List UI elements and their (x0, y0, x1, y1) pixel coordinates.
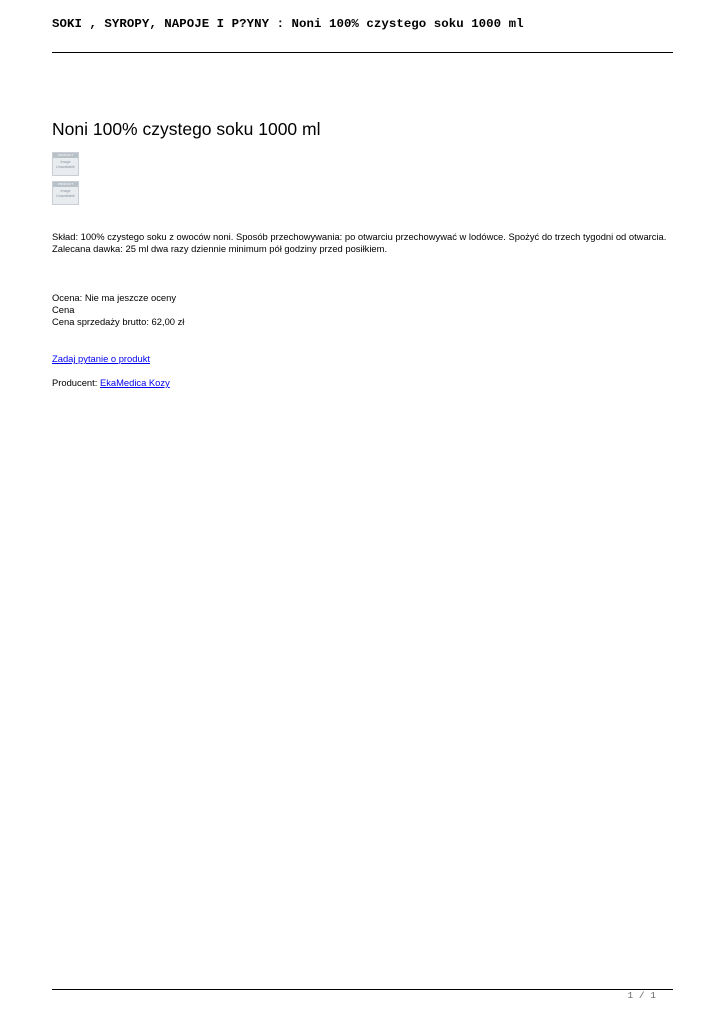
product-description: Skład: 100% czystego soku z owoców noni. Sposób przechowywania: po otwarciu przechowywać w lodówce. Spożyć do trzech tygodni od otwarcia. Zalecana dawka: 25 ml dwa razy dziennie minimum pół godziny przed posiłkiem. (52, 231, 667, 255)
footer-divider (52, 989, 673, 990)
price-label: Cena (52, 304, 75, 316)
gross-price: Cena sprzedaży brutto: 62,00 zł (52, 316, 185, 328)
header-divider (52, 52, 673, 53)
product-image-placeholder (52, 181, 79, 205)
product-title: Noni 100% czystego soku 1000 ml (52, 119, 321, 139)
ask-question-link[interactable]: Zadaj pytanie o produkt (52, 353, 150, 364)
placeholder-band-label: PRODUCT (53, 182, 78, 187)
page-number: 1 / 1 (627, 990, 656, 1001)
producer-label: Producent: (52, 377, 100, 388)
ask-question-line (52, 353, 150, 365)
placeholder-band-label: PRODUCT (53, 153, 78, 158)
producer-line (52, 377, 170, 389)
rating-text: Ocena: Nie ma jeszcze oceny (52, 292, 177, 303)
rating-price-block (52, 292, 352, 329)
product-image-placeholder (52, 152, 79, 176)
placeholder-text: Image Unavailable (56, 189, 75, 198)
producer-link[interactable]: EkaMedica Kozy (99, 377, 170, 388)
placeholder-text: Image Unavailable (56, 160, 75, 169)
page-header-title: SOKI , SYROPY, NAPOJE I P?YNY : Noni 100% czystego soku 1000 ml (52, 17, 524, 31)
